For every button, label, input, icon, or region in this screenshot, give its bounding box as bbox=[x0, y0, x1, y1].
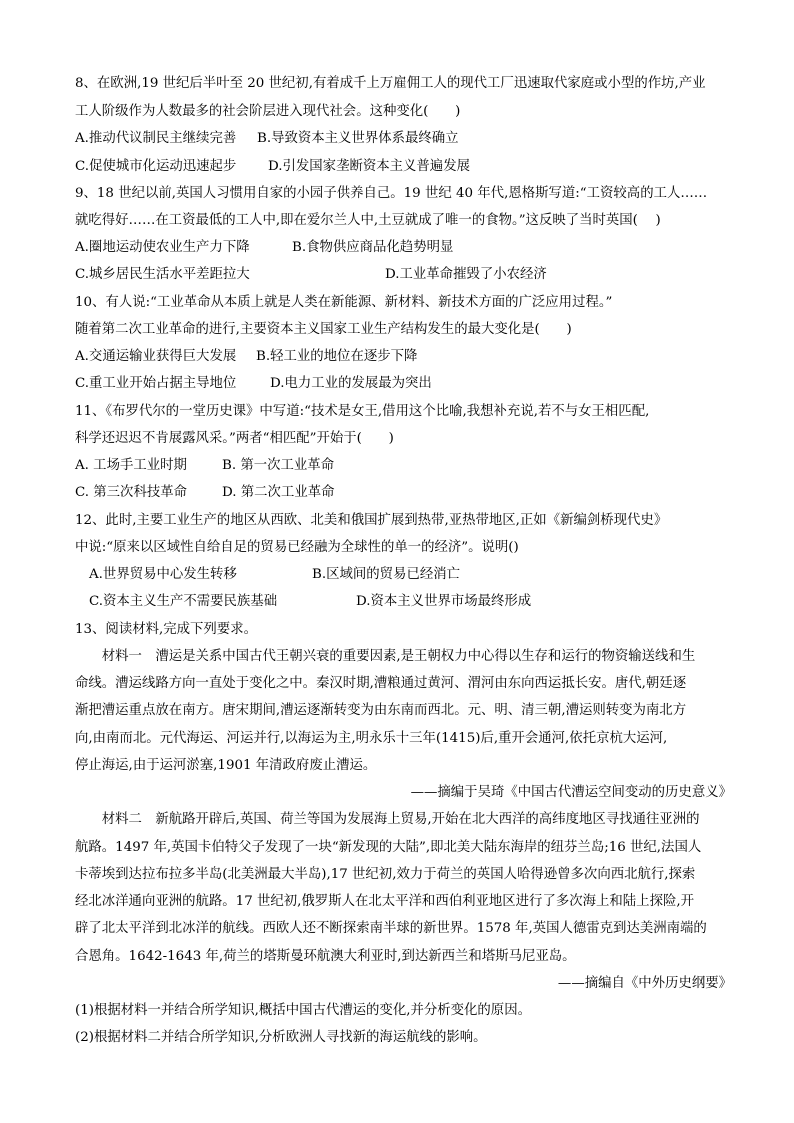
q11-option-a: A. 工场手工业时期 bbox=[75, 458, 187, 473]
q8-option-a: A.推动代议制民主继续完善 bbox=[75, 131, 237, 146]
q10-option-b: B.轻工业的地位在逐步下降 bbox=[256, 349, 418, 364]
q13-title: 13、阅读材料,完成下列要求。 bbox=[75, 622, 257, 637]
q10-stem-line2: 随着第二次工业革命的进行,主要资本主义国家工业生产结构发生的最大变化是( ) bbox=[75, 322, 572, 337]
material1-line: 材料一 漕运是关系中国古代王朝兴衰的重要因素,是王朝权力中心得以生存和运行的物资输送线和生 bbox=[75, 649, 696, 664]
q12-stem-line1: 12、此时,主要工业生产的地区从西欧、北美和俄国扩展到热带,亚热带地区,正如《新编剑桥现代史》 bbox=[75, 513, 668, 528]
material2-line: 航路。1497 年,英国卡伯特父子发现了一块“新发现的大陆”,即北美大陆东海岸的纽芬兰岛;16 世纪,法国人 bbox=[75, 840, 702, 855]
q9-option-c: C.城乡居民生活水平差距拉大 bbox=[75, 267, 250, 282]
q9-option-a: A.圈地运动使农业生产力下降 bbox=[75, 240, 250, 255]
material2-source: ——摘编自《中外历史纲要》 bbox=[557, 976, 732, 991]
material2-line: 辟了北太平洋到北冰洋的航线。西欧人还不断探索南半球的新世界。1578 年,英国人德雷克到达美洲南端的 bbox=[75, 921, 707, 936]
q9-option-b: B.食物供应商品化趋势明显 bbox=[292, 240, 454, 255]
q8-option-b: B.导致资本主义世界体系最终确立 bbox=[257, 131, 459, 146]
q10-stem-line1: 10、有人说:“工业革命从本质上就是人类在新能源、新材料、新技术方面的广泛应用过程。” bbox=[75, 295, 613, 310]
q12-stem-line2: 中说:“原来以区域性自给自足的贸易已经融为全球性的单一的经济”。说明() bbox=[75, 540, 519, 555]
q10-option-d: D.电力工业的发展最为突出 bbox=[270, 376, 432, 391]
material2-line: 卡蒂埃到达拉布拉多半岛(北美洲最大半岛),17 世纪初,效力于荷兰的英国人哈得逊曾多次向西北航行,探索 bbox=[75, 867, 696, 882]
q8-stem-line2: 工人阶级作为人数最多的社会阶层进入现代社会。这种变化( ) bbox=[75, 104, 461, 119]
q9-stem-line1: 9、18 世纪以前,英国人习惯用自家的小园子供养自己。19 世纪 40 年代,恩格斯写道:“工资较高的工人…… bbox=[75, 186, 708, 201]
q12-option-b: B.区域间的贸易已经消亡 bbox=[312, 567, 461, 582]
q11-stem-line1: 11、《布罗代尔的一堂历史课》中写道:“技术是女王,借用这个比喻,我想补充说,若不与女王相匹配, bbox=[75, 404, 650, 419]
q12-option-c: C.资本主义生产不需要民族基础 bbox=[89, 594, 278, 609]
material2-line: 合恩角。1642-1643 年,荷兰的塔斯曼环航澳大利亚时,到达新西兰和塔斯马尼亚岛。 bbox=[75, 949, 576, 964]
q8-option-d: D.引发国家垄断资本主义普遍发展 bbox=[268, 159, 470, 174]
q12-option-a: A.世界贸易中心发生转移 bbox=[89, 567, 237, 582]
q10-option-a: A.交通运输业获得巨大发展 bbox=[75, 349, 237, 364]
q13-subquestion-2: (2)根据材料二并结合所学知识,分析欧洲人寻找新的海运航线的影响。 bbox=[75, 1030, 487, 1045]
material2-line: 经北冰洋通向亚洲的航路。17 世纪初,俄罗斯人在北太平洋和西伯利亚地区进行了多次海上和陆上探险,开 bbox=[75, 894, 694, 909]
q9-stem-line2: 就吃得好……在工资最低的工人中,即在爱尔兰人中,土豆就成了唯一的食物。”这反映了当时英国( ) bbox=[75, 213, 661, 228]
q11-option-b: B. 第一次工业革命 bbox=[222, 458, 335, 473]
material1-line: 向,由南而北。元代海运、河运并行,以海运为主,明永乐十三年(1415)后,重开会通河,依托京杭大运河, bbox=[75, 731, 668, 746]
q8-option-c: C.促使城市化运动迅速起步 bbox=[75, 159, 237, 174]
q10-option-c: C.重工业开始占据主导地位 bbox=[75, 376, 237, 391]
q13-subquestion-1: (1)根据材料一并结合所学知识,概括中国古代漕运的变化,并分析变化的原因。 bbox=[75, 1003, 531, 1018]
q11-option-c: C. 第三次科技革命 bbox=[75, 485, 188, 500]
q8-stem-line1: 8、在欧洲,19 世纪后半叶至 20 世纪初,有着成千上万雇佣工人的现代工厂迅速取代家庭或小型的作坊,产业 bbox=[75, 76, 706, 91]
material1-line: 停止海运,由于运河淤塞,1901 年清政府废止漕运。 bbox=[75, 758, 377, 773]
material1-source: ——摘编于吴琦《中国古代漕运空间变动的历史意义》 bbox=[410, 785, 732, 800]
q11-option-d: D. 第二次工业革命 bbox=[222, 485, 335, 500]
material2-line: 材料二 新航路开辟后,英国、荷兰等国为发展海上贸易,开始在北大西洋的高纬度地区寻找通往亚洲的 bbox=[75, 812, 700, 827]
q12-option-d: D.资本主义世界市场最终形成 bbox=[356, 594, 532, 609]
material1-line: 渐把漕运重点放在南方。唐宋期间,漕运逐渐转变为由东南而西北。元、明、清三朝,漕运则转变为南北方 bbox=[75, 703, 687, 718]
q11-stem-line2: 科学还迟迟不肯展露风采。”两者“相匹配”开始于( ) bbox=[75, 431, 394, 446]
material1-line: 命线。漕运线路方向一直处于变化之中。秦汉时期,漕粮通过黄河、渭河由东向西运抵长安。唐代,朝廷逐 bbox=[75, 676, 687, 691]
q9-option-d: D.工业革命摧毁了小农经济 bbox=[385, 267, 547, 282]
